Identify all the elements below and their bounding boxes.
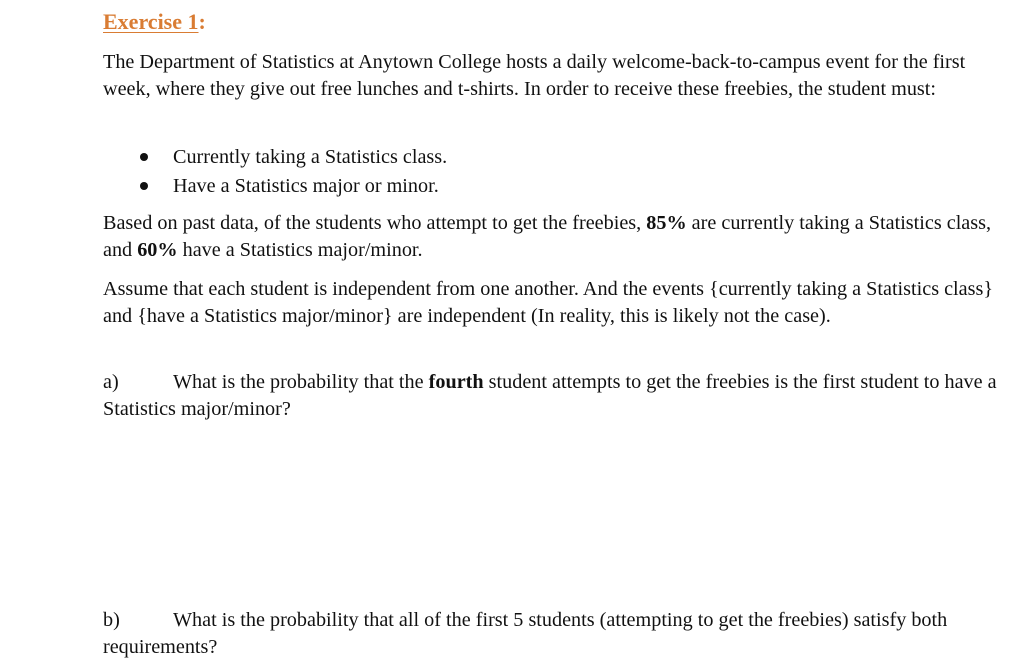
percent-major: 60% xyxy=(137,238,178,261)
question-b-label: b) xyxy=(103,609,120,631)
question-a-text-1: What is the probability that the xyxy=(173,371,429,393)
requirement-text: Currently taking a Statistics class. xyxy=(173,146,448,168)
requirement-text: Have a Statistics major or minor. xyxy=(173,174,439,197)
question-a xyxy=(103,369,1003,422)
past-data-text-2: are currently taking a Statistics class, and xyxy=(103,212,992,261)
percent-class: 85% xyxy=(646,212,687,234)
question-b-text: What is the probability that all of the first 5 students (attempting to get the freebies) satisfy both requirements? xyxy=(103,609,948,658)
exercise-title xyxy=(103,8,206,36)
past-data-text-1: Based on past data, of the students who attempt to get the freebies, xyxy=(103,212,647,234)
assumption-paragraph: Assume that each student is independent from one another. And the events {currently taking a Statistics class} and {have a Statistics major/minor} are independent (In reality, this is likely not the case). xyxy=(103,278,994,327)
list-item xyxy=(103,143,983,172)
bullet-icon xyxy=(140,153,148,161)
exercise-title-text: Exercise 1 xyxy=(103,9,199,34)
past-data-text-3: have a Statistics major/minor. xyxy=(177,238,423,261)
exercise-title-colon: : xyxy=(198,9,206,34)
question-a-label: a) xyxy=(103,371,119,393)
question-a-bold: fourth xyxy=(428,371,484,393)
intro-paragraph: The Department of Statistics at Anytown College hosts a daily welcome-back-to-campus event for the first week, where they give out free lunches and t-shirts. In order to receive these freebies, the student must: xyxy=(103,51,966,100)
list-item xyxy=(103,172,983,201)
past-data-paragraph xyxy=(103,210,1008,263)
question-a-text-2: student attempts to get the freebies is the first student to have a Statistics major/minor? xyxy=(103,371,997,420)
question-b xyxy=(103,607,1003,660)
bullet-icon xyxy=(140,182,148,190)
requirements-list xyxy=(103,143,983,200)
